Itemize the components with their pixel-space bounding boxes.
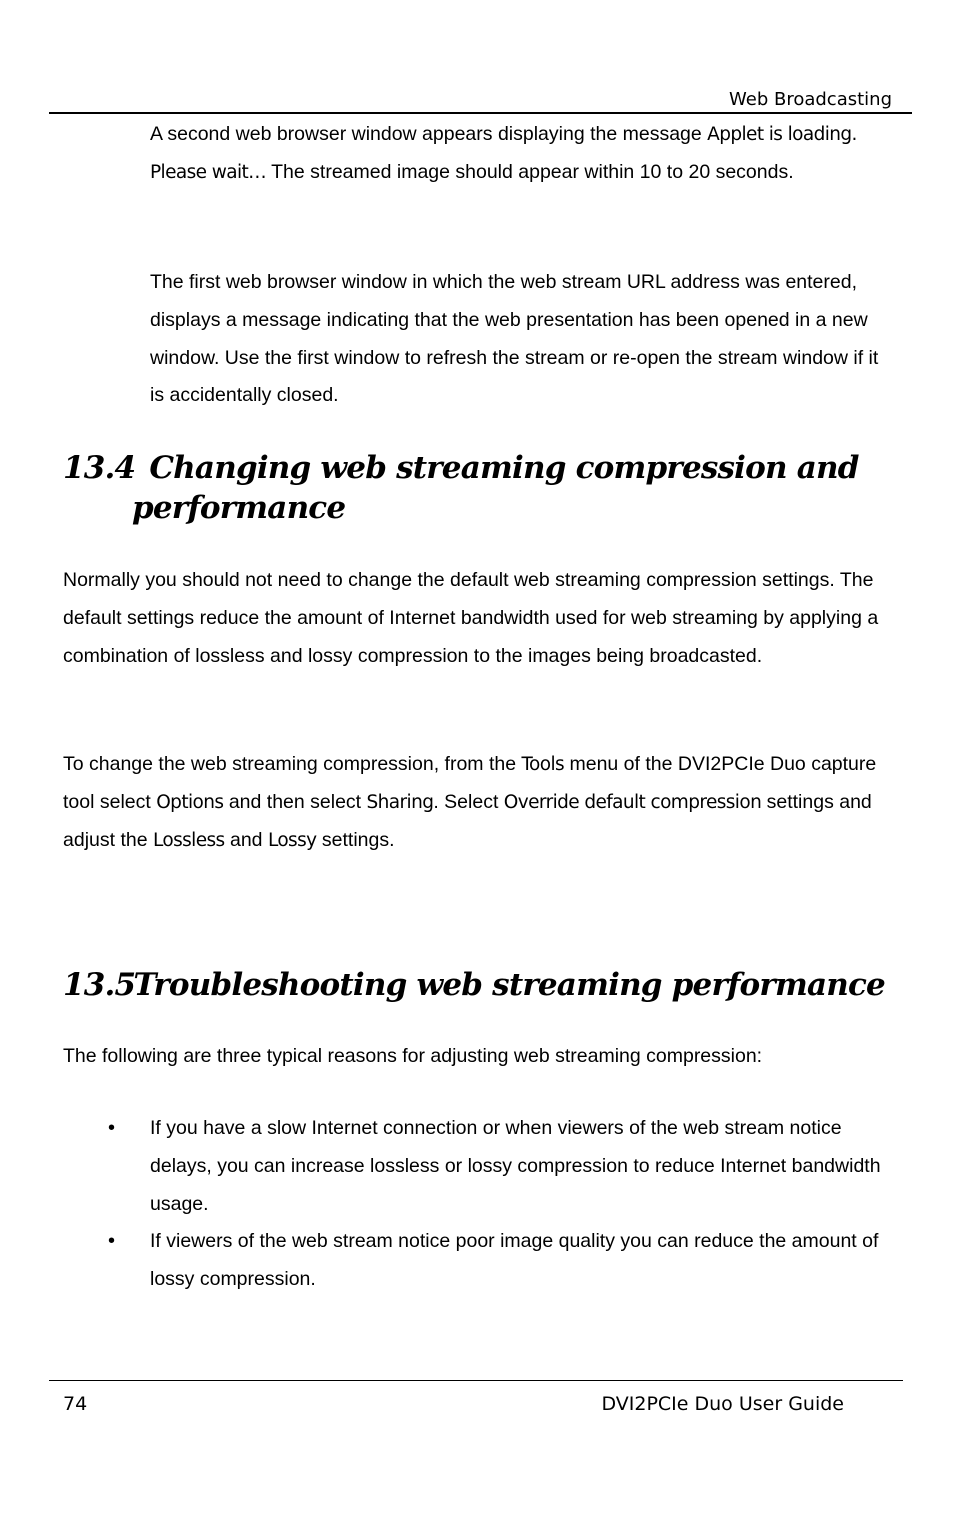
- document-title: DVI2PCIe Duo User Guide: [601, 1393, 844, 1415]
- intro-p1-text-a: A second web browser window appears displaying the message: [150, 123, 708, 145]
- p2-text-c: and then select: [223, 790, 367, 813]
- section-13-4-paragraph-1: Normally you should not need to change the default web streaming compression settings. The default settings reduce the amount of Internet bandwidth used for web streaming by applying a combination of lossless and lossy compression to the images being broadcasted.: [63, 569, 879, 667]
- p2-text-d: . Select: [433, 790, 504, 813]
- lossless-label: Lossless: [152, 829, 225, 851]
- section-13-5-intro: The following are three typical reasons for adjusting web streaming compression:: [63, 1045, 763, 1067]
- lossy-label: Lossy: [267, 829, 317, 851]
- section-13-4-title-line1: Changing web streaming compression and: [149, 450, 859, 486]
- intro-paragraph-2: The first web browser window in which the web stream URL address was entered, displays a message indicating that the web presentation has been opened in a new window. Use the first window to refresh the stream or re-open the stream window if it is accidentally closed.: [150, 271, 879, 407]
- list-item-text: If you have a slow Internet connection or when viewers of the web stream notice delays, you can increase lossless or lossy compression to reduce Internet bandwidth usage.: [150, 1117, 881, 1215]
- section-13-4-paragraph-2: [63, 746, 893, 859]
- p2-text-g: settings.: [316, 828, 395, 851]
- section-13-5-title: Troubleshooting web streaming performance: [133, 967, 885, 1003]
- list-item: [63, 1110, 893, 1223]
- options-label: Options: [156, 791, 224, 813]
- section-13-4-heading: [63, 448, 859, 528]
- intro-paragraph-1: [150, 116, 890, 192]
- footer-rule: [49, 1380, 903, 1381]
- tools-menu-label: Tools: [521, 754, 565, 775]
- bullet-icon: •: [108, 1117, 116, 1139]
- p2-text-f: and: [224, 828, 268, 851]
- p2-text-b: menu of the DVI2PCIe Duo capture tool select: [63, 753, 877, 813]
- header-rule: [49, 112, 912, 114]
- section-13-5-number: 13.5: [63, 967, 136, 1003]
- list-item-text: If viewers of the web stream notice poor image quality you can reduce the amount of lossy compression.: [150, 1230, 879, 1291]
- section-13-4-title-line2: performance: [132, 490, 346, 526]
- p2-text-a: To change the web streaming compression, from the: [63, 753, 522, 775]
- sharing-label: Sharing: [366, 791, 434, 813]
- intro-p1-text-b: The streamed image should appear within 10 to 20 seconds.: [266, 160, 794, 183]
- section-13-5-heading: [63, 965, 885, 1005]
- bullet-icon: •: [108, 1230, 116, 1253]
- reasons-list: [63, 1110, 893, 1299]
- running-header: Web Broadcasting: [729, 89, 892, 110]
- applet-loading-message: Applet is loading. Please wait…: [150, 124, 857, 183]
- p2-text-e: settings and adjust the: [63, 790, 872, 851]
- section-13-4-number: 13.4: [63, 450, 136, 486]
- list-item: [63, 1223, 893, 1299]
- override-default-compression-label: Override default compression: [503, 791, 762, 813]
- page-number: 74: [63, 1393, 88, 1415]
